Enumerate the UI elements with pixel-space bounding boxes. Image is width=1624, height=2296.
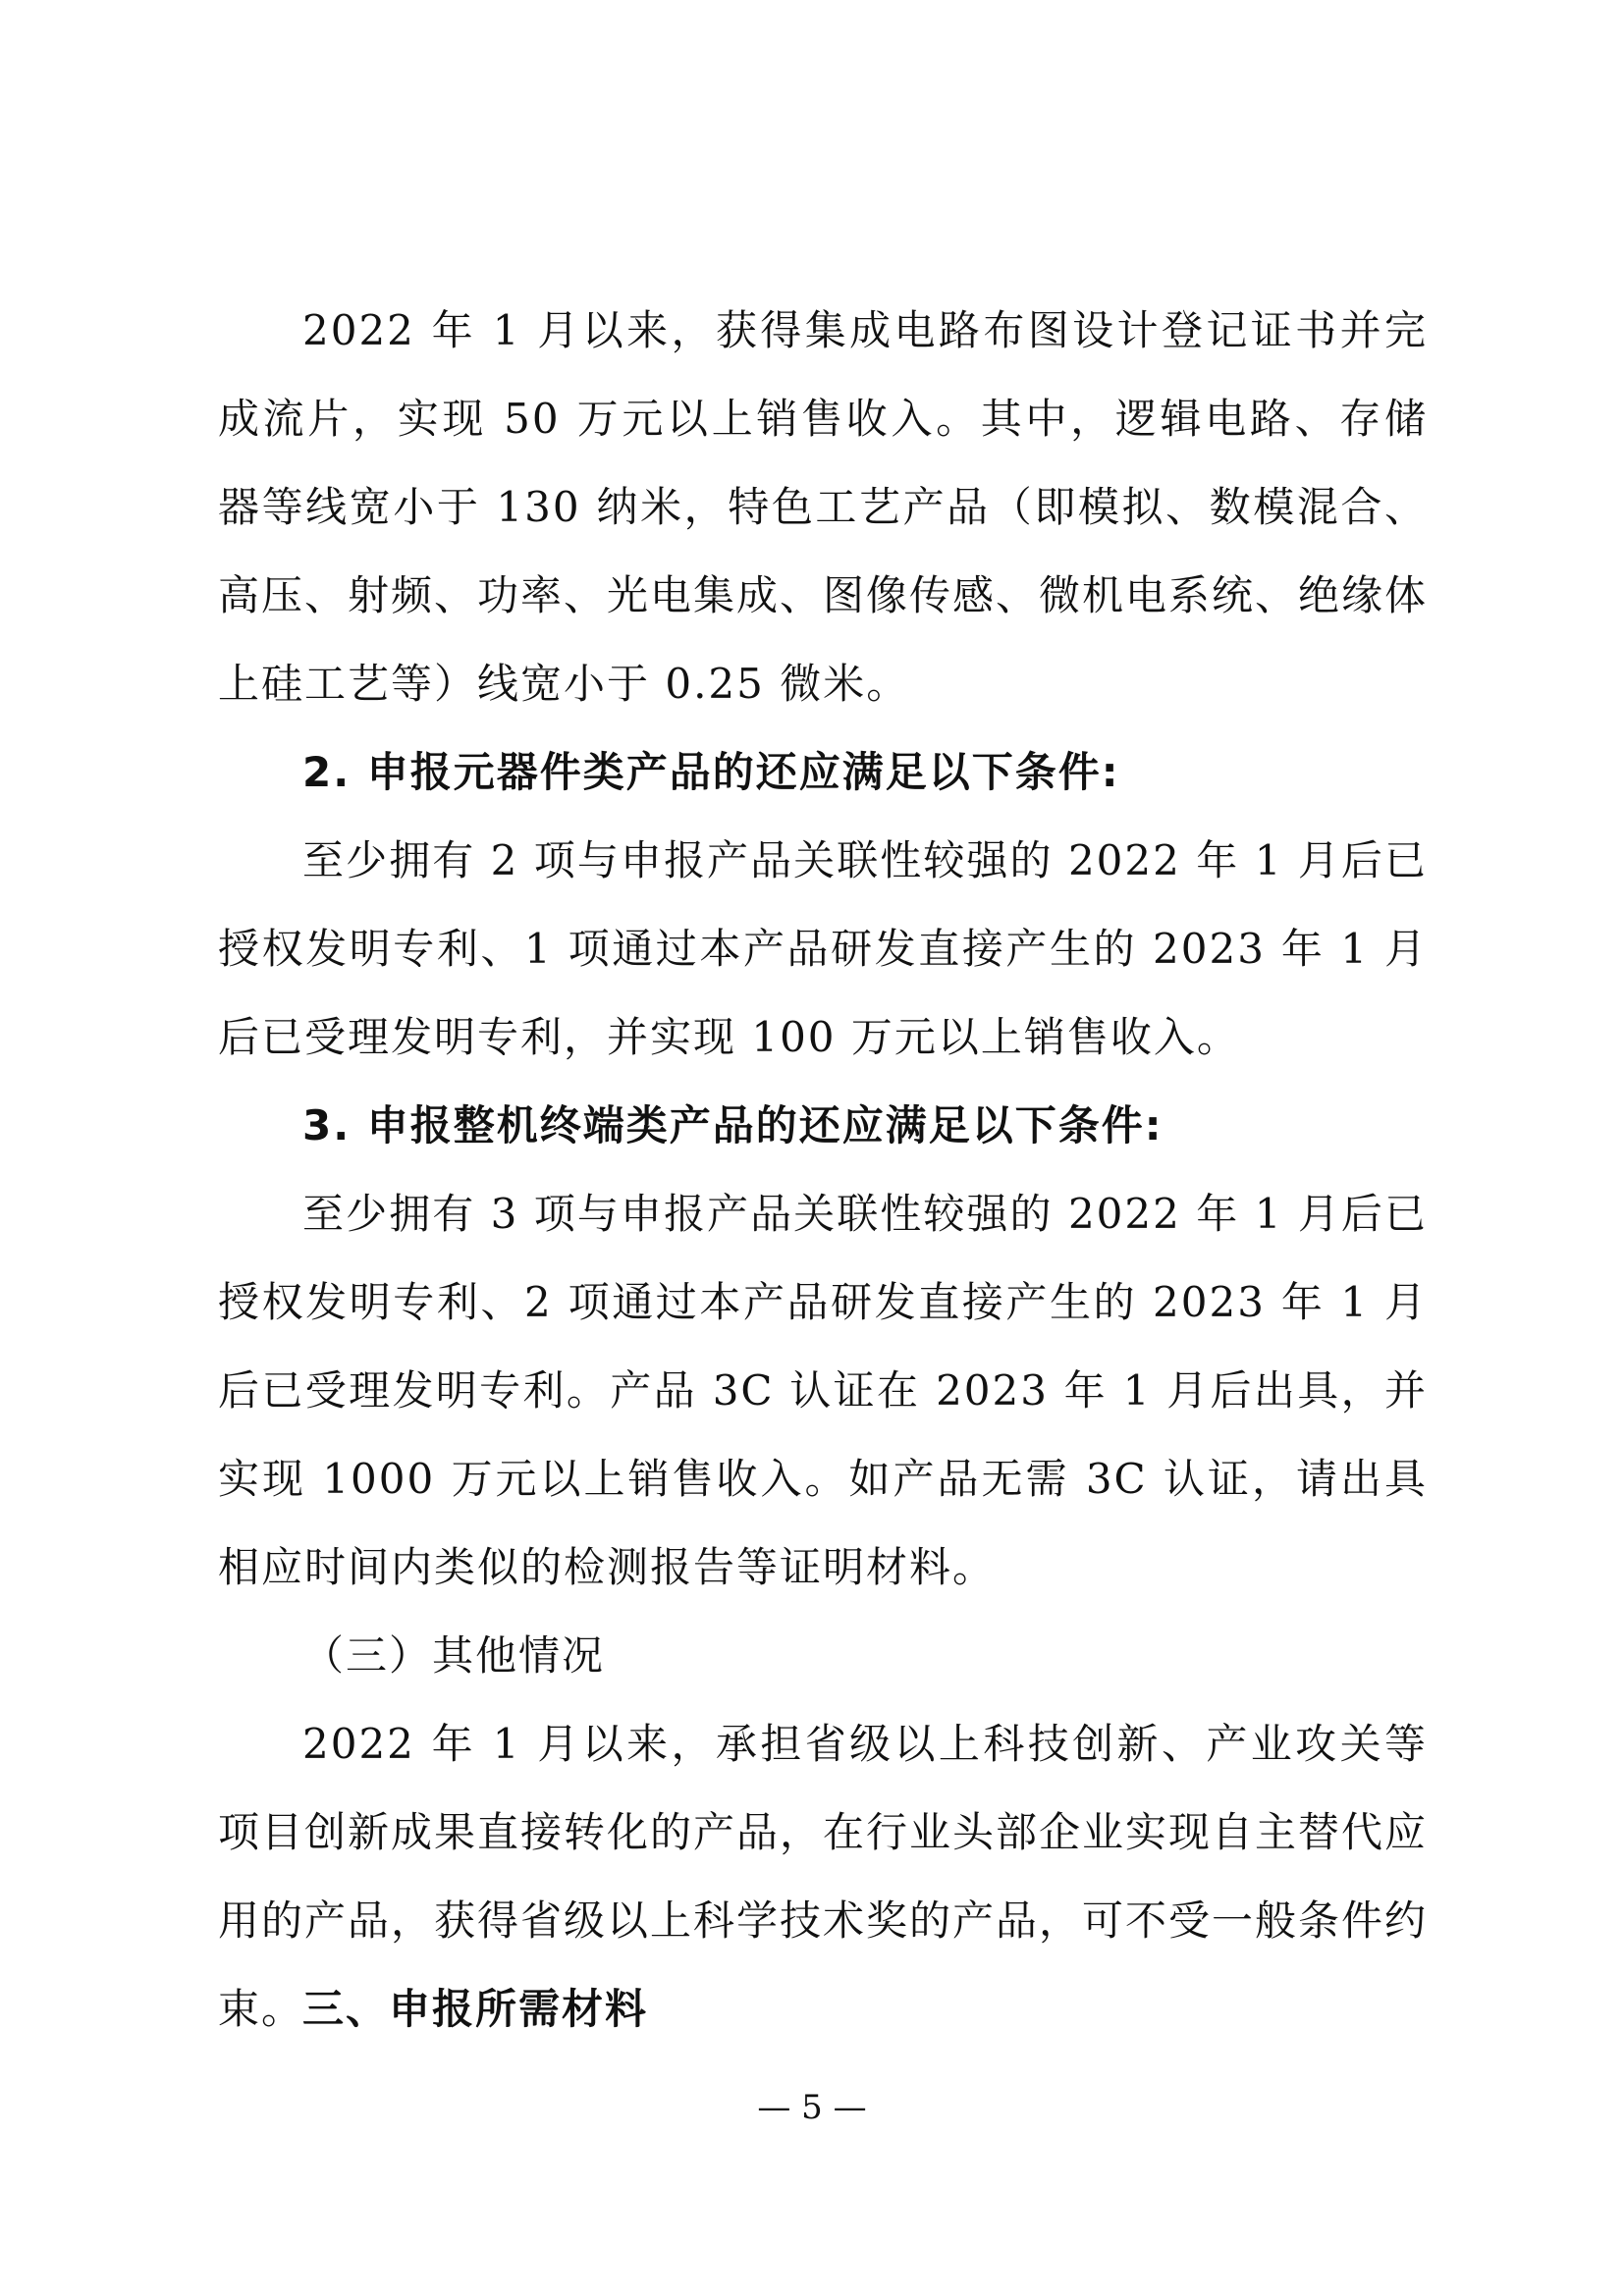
section-heading-materials: 三、申报所需材料 <box>302 1985 649 2033</box>
paragraph-chip-conditions: 2022 年 1 月以来，获得集成电路布图设计登记证书并完成流片，实现 50 万元以上销售收入。其中，逻辑电路、存储器等线宽小于 130 纳米，特色工艺产品（即模拟、数模混合、高压、射频、功率、光电集成、图像传感、微机电系统、绝缘体上硅工艺等）线宽小于 0.25 微米。 <box>218 306 1429 708</box>
paragraph-terminal-conditions: 至少拥有 3 项与申报产品关联性较强的 2022 年 1 月后已授权发明专利、2 项通过本产品研发直接产生的 2023 年 1 月后已受理发明专利。产品 3C 认证在 2023 年 1 月后出具，并实现 1000 万元以上销售收入。如产品无需 3C 认证，请出具相应时间内类似的检测报告等证明材料。 <box>218 1190 1428 1591</box>
page-number: — 5 — <box>757 2088 867 2127</box>
paragraph-other-cases: 2022 年 1 月以来，承担省级以上科技创新、产业攻关等项目创新成果直接转化的产品，在行业头部企业实现自主替代应用的产品，获得省级以上科学技术奖的产品，可不受一般条件约束。 <box>218 1720 1429 2033</box>
heading-component-conditions: 2. 申报元器件类产品的还应满足以下条件: <box>302 748 1120 796</box>
subheading-other-cases: （三）其他情况 <box>302 1631 606 1680</box>
heading-terminal-conditions: 3. 申报整机终端类产品的还应满足以下条件: <box>302 1101 1164 1149</box>
paragraph-component-conditions: 至少拥有 2 项与申报产品关联性较强的 2022 年 1 月后已授权发明专利、1 项通过本产品研发直接产生的 2023 年 1 月后已受理发明专利，并实现 100 万元以上销售收入。 <box>218 836 1428 1061</box>
